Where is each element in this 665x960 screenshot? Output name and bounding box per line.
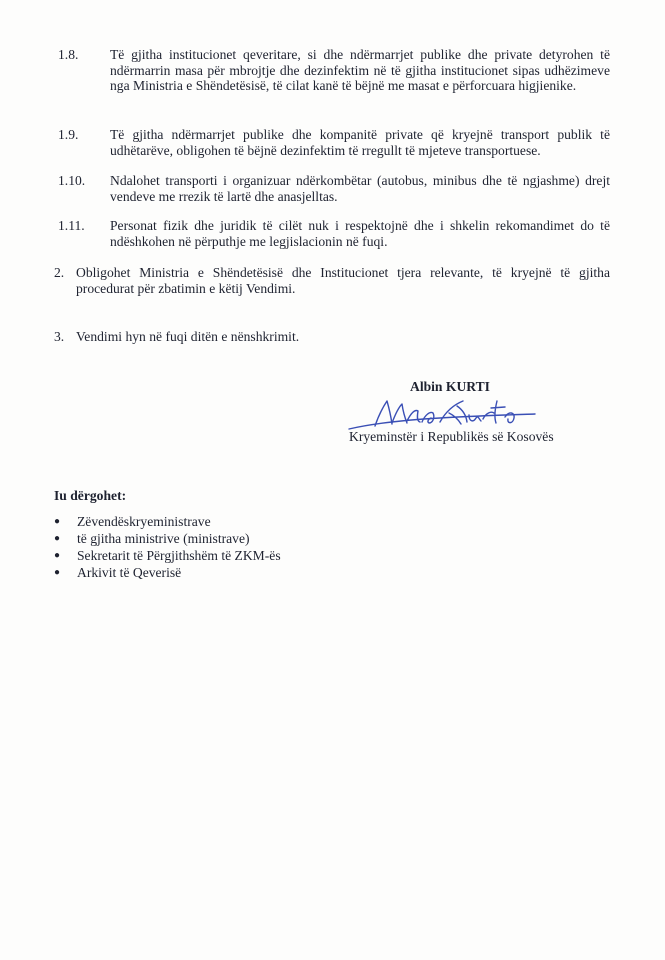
- list-item: [54, 547, 281, 564]
- signatory-title: Kryeminstër i Republikës së Kosovës: [349, 429, 554, 444]
- clause-2: [54, 265, 610, 296]
- list-item: [54, 513, 281, 530]
- clause-text: Ndalohet transporti i organizuar ndërkombëtar (autobus, minibus dhe të ngjashme) drejt vendeve me rrezik të lartë dhe anasjelltas.: [110, 173, 610, 204]
- list-item: [54, 530, 281, 547]
- clause-text: Vendimi hyn në fuqi ditën e nënshkrimit.: [76, 329, 300, 344]
- clause-number: 1.8.: [58, 47, 79, 62]
- recipient-label: Arkivit të Qeverisë: [77, 565, 182, 580]
- clause-1-10: [58, 173, 610, 204]
- bullet-icon: ●: [54, 533, 61, 544]
- clause-text: Personat fizik dhe juridik të cilët nuk i respektojnë dhe i shkelin rekomandimet do të ndëshkohen në përputhje me legjislacionin në fuqi.: [110, 218, 610, 249]
- distribution-heading: Iu dërgohet:: [54, 488, 127, 503]
- clause-text: Të gjitha institucionet qeveritare, si dhe ndërmarrjet publike dhe private detyrohen të ndërmarrin masa për mbrojtje dhe dezinfektim në të gjitha institucionet sipas udhëzimeve nga Ministria e Shëndetësisë, të cilat kanë të bëjnë me masat e përforcuara higjienike.: [110, 47, 610, 93]
- clause-number: 1.10.: [58, 173, 86, 188]
- bullet-icon: ●: [54, 567, 61, 578]
- clause-1-11: [58, 218, 610, 249]
- signatory-name: Albin KURTI: [410, 379, 490, 394]
- clause-text: Obligohet Ministria e Shëndetësisë dhe Institucionet tjera relevante, të kryejnë të gjitha procedurat për zbatimin e këtij Vendimi.: [76, 265, 610, 296]
- clause-number: 1.9.: [58, 127, 79, 142]
- distribution-list: [54, 513, 281, 581]
- recipient-label: Sekretarit të Përgjithshëm të ZKM-ës: [77, 548, 281, 563]
- clause-number: 1.11.: [58, 218, 85, 233]
- recipient-label: Zëvendëskryeministrave: [77, 514, 211, 529]
- clause-3: [54, 329, 610, 345]
- handwritten-signature: [345, 393, 540, 433]
- bullet-icon: ●: [54, 550, 61, 561]
- recipient-label: të gjitha ministrive (ministrave): [77, 531, 250, 546]
- clause-number: 2.: [54, 265, 65, 280]
- clause-number: 3.: [54, 329, 65, 344]
- clause-1-9: [58, 127, 610, 158]
- clause-1-8: [58, 47, 610, 94]
- clause-text: Të gjitha ndërmarrjet publike dhe kompanitë private që kryejnë transport publik të udhëtarëve, obligohen të bëjnë dezinfektim të rregullt të mjeteve transportuese.: [110, 127, 610, 158]
- bullet-icon: ●: [54, 516, 61, 527]
- list-item: [54, 564, 281, 581]
